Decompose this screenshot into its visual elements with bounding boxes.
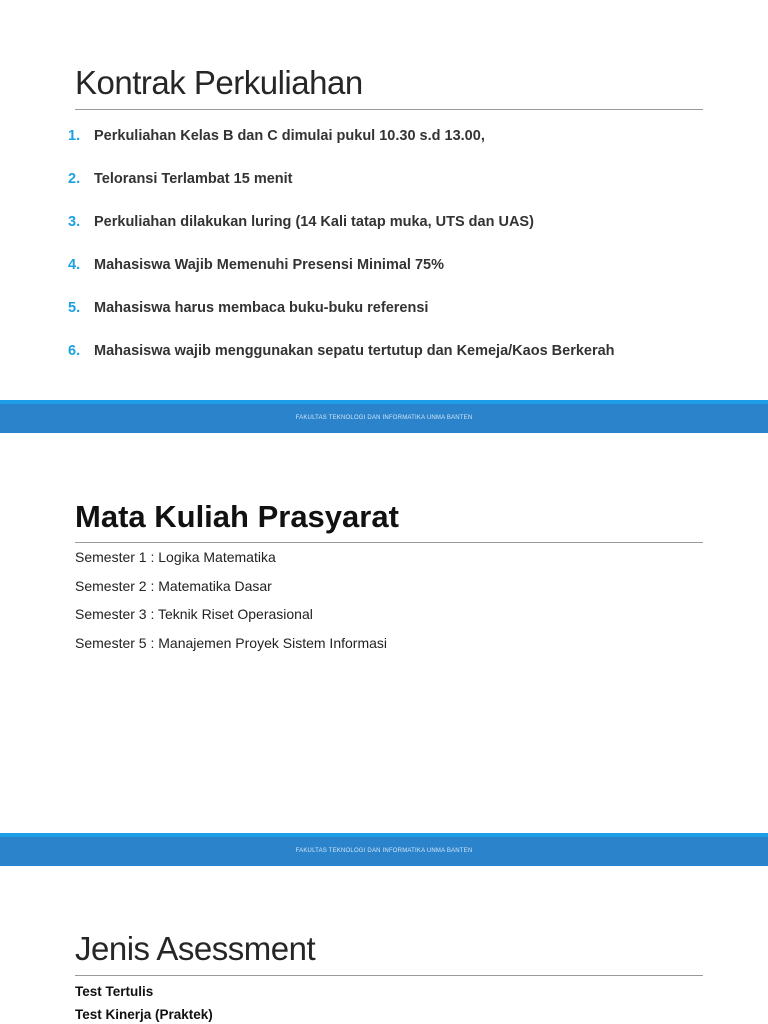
slide-title: Jenis Asessment [75,930,316,967]
list-number: 3. [68,214,81,230]
list-item [68,343,615,386]
list-number: 1. [68,128,81,144]
list-number: 6. [68,343,81,359]
list-item [68,257,615,300]
title-divider [75,542,703,543]
list-number: 4. [68,257,81,273]
list-item: Semester 5 : Manajemen Proyek Sistem Informasi [75,635,388,652]
list-number: 5. [68,300,81,316]
assessment-list [75,984,213,1024]
numbered-list [68,128,615,386]
list-item: Test Kinerja (Praktek) [75,1007,213,1022]
slide-kontrak-perkuliahan [0,0,768,400]
list-item [68,128,615,171]
list-text: Perkuliahan dilakukan luring (14 Kali tatap muka, UTS dan UAS) [94,214,534,230]
list-item [68,300,615,343]
list-text: Mahasiswa harus membaca buku-buku referensi [94,300,429,316]
title-divider [75,975,703,976]
list-number: 2. [68,171,81,187]
slide-title: Mata Kuliah Prasyarat [75,499,399,534]
slide-mata-kuliah-prasyarat [0,433,768,833]
slide-footer-bar [0,833,768,866]
list-item [68,171,615,214]
list-text: Perkuliahan Kelas B dan C dimulai pukul 10.30 s.d 13.00, [94,128,485,144]
footer-text: FAKULTAS TEKNOLOGI DAN INFORMATIKA UNMA BANTEN [295,415,473,421]
list-item: Semester 1 : Logika Matematika [75,549,276,565]
list-item [68,214,615,257]
list-text: Mahasiswa Wajib Memenuhi Presensi Minimal 75% [94,257,444,273]
slide-title: Kontrak Perkuliahan [75,64,363,101]
list-item: Semester 3 : Teknik Riset Operasional [75,606,313,623]
title-divider [75,109,703,110]
prerequisite-list [75,549,387,664]
list-text: Mahasiswa wajib menggunakan sepatu tertutup dan Kemeja/Kaos Berkerah [94,343,615,359]
list-item: Semester 2 : Matematika Dasar [75,577,272,594]
slide-jenis-asessment [0,866,768,1024]
list-item: Test Tertulis [75,984,154,999]
list-text: Teloransi Terlambat 15 menit [94,171,293,187]
slide-footer-bar [0,400,768,433]
footer-text: FAKULTAS TEKNOLOGI DAN INFORMATIKA UNMA BANTEN [295,848,473,854]
